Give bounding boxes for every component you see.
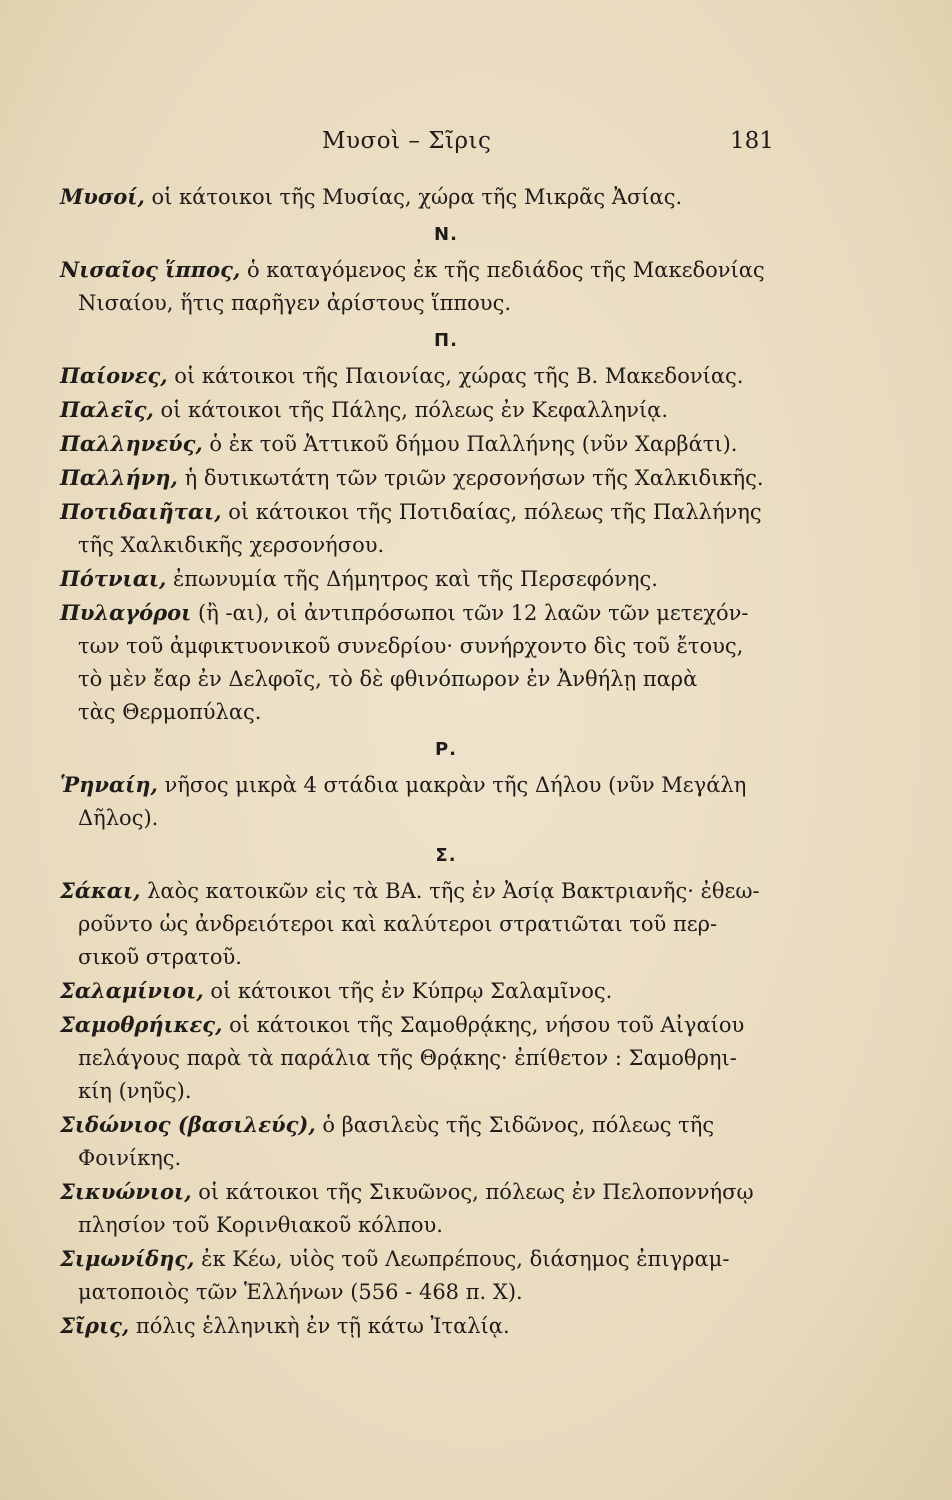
section-letter-p: Π. [434,330,458,351]
glossary-entry: Ποτιδαιῆται, οἱ κάτοικοι τῆς Ποτιδαίας, πόλεως τῆς Παλλήνης τῆς Χαλκιδικῆς χερσονήσου. [60,499,762,557]
glossary-entry: Πότνιαι, ἐπωνυμία τῆς Δήμητρος καὶ τῆς Περσεφόνης. [60,566,658,591]
glossary-entry: Σάκαι, λαὸς κατοικῶν εἰς τὰ ΒΑ. τῆς ἐν Ἀσίᾳ Βακτριανῆς· ἐθεω- ροῦντο ὡς ἀνδρειότεροι καὶ καλύτεροι στρατιῶται τοῦ περ- σικοῦ στρατοῦ. [60,878,760,969]
glossary-entry: Σαλαμίνιοι, οἱ κάτοικοι τῆς ἐν Κύπρῳ Σαλαμῖνος. [60,978,613,1003]
glossary-entry: Πυλαγόροι (ἢ -αι), οἱ ἀντιπρόσωποι τῶν 12 λαῶν τῶν μετεχόν- των τοῦ ἀμφικτυονικοῦ συνεδρίου· συνήρχοντο δὶς τοῦ ἔτους, τὸ μὲν ἔαρ ἐν Δελφοῖς, τὸ δὲ φθινόπωρον ἐν Ἀνθήλῃ παρὰ τὰς Θερμοπύλας. [60,600,749,724]
glossary-entry: Σιδώνιος (βασιλεύς), ὁ βασιλεὺς τῆς Σιδῶνος, πόλεως τῆς Φοινίκης. [60,1112,715,1170]
section-letter-n: Ν. [434,224,458,245]
glossary-entry: Σιμωνίδης, ἐκ Κέω, υἱὸς τοῦ Λεωπρέπους, διάσημος ἐπιγραμ- ματοποιὸς τῶν Ἑλλήνων (556 - 468 π. Χ). [60,1246,730,1304]
glossary-entry: Παλλήνη, ἡ δυτικωτάτη τῶν τριῶν χερσονήσων τῆς Χαλκιδικῆς. [60,465,764,490]
glossary-entry: Σῖρις, πόλις ἑλληνικὴ ἐν τῇ κάτω Ἰταλίᾳ. [60,1313,510,1338]
glossary-entry: Νισαῖος ἵππος, ὁ καταγόμενος ἐκ τῆς πεδιάδος τῆς Μακεδονίας Νισαίου, ἥτις παρῆγεν ἀρίστους ἵππους. [60,257,765,315]
glossary-entries [60,180,772,1343]
glossary-entry: Σικυώνιοι, οἱ κάτοικοι τῆς Σικυῶνος, πόλεως ἐν Πελοποννήσῳ πλησίον τοῦ Κορινθιακοῦ κόλπου. [60,1179,754,1237]
glossary-entry: Σαμοθρήικες, οἱ κάτοικοι τῆς Σαμοθρᾴκης, νήσου τοῦ Αἰγαίου πελάγους παρὰ τὰ παράλια τῆς Θρᾴκης· ἐπίθετον : Σαμοθρηι- κίη (νηῦς). [60,1012,745,1103]
glossary-entry: Παλληνεύς, ὁ ἐκ τοῦ Ἀττικοῦ δήμου Παλλήνης (νῦν Χαρβάτι). [60,431,738,456]
glossary-entry: Παλεῖς, οἱ κάτοικοι τῆς Πάλης, πόλεως ἐν Κεφαλληνίᾳ. [60,397,669,422]
glossary-entry: Μυσοί, οἱ κάτοικοι τῆς Μυσίας, χώρα τῆς Μικρᾶς Ἀσίας. [60,184,683,209]
page-header [0,128,952,162]
glossary-entry: Παίονες, οἱ κάτοικοι τῆς Παιονίας, χώρας τῆς Β. Μακεδονίας. [60,363,744,388]
section-letter-r: Ρ. [434,739,458,760]
glossary-entry: Ῥηναίη, νῆσος μικρὰ 4 στάδια μακρὰν τῆς Δήλου (νῦν Μεγάλη Δῆλος). [60,772,747,830]
running-title: Μυσοὶ – Σῖρις [322,128,492,154]
page-number: 181 [730,128,774,154]
section-letter-s: Σ. [435,845,457,866]
